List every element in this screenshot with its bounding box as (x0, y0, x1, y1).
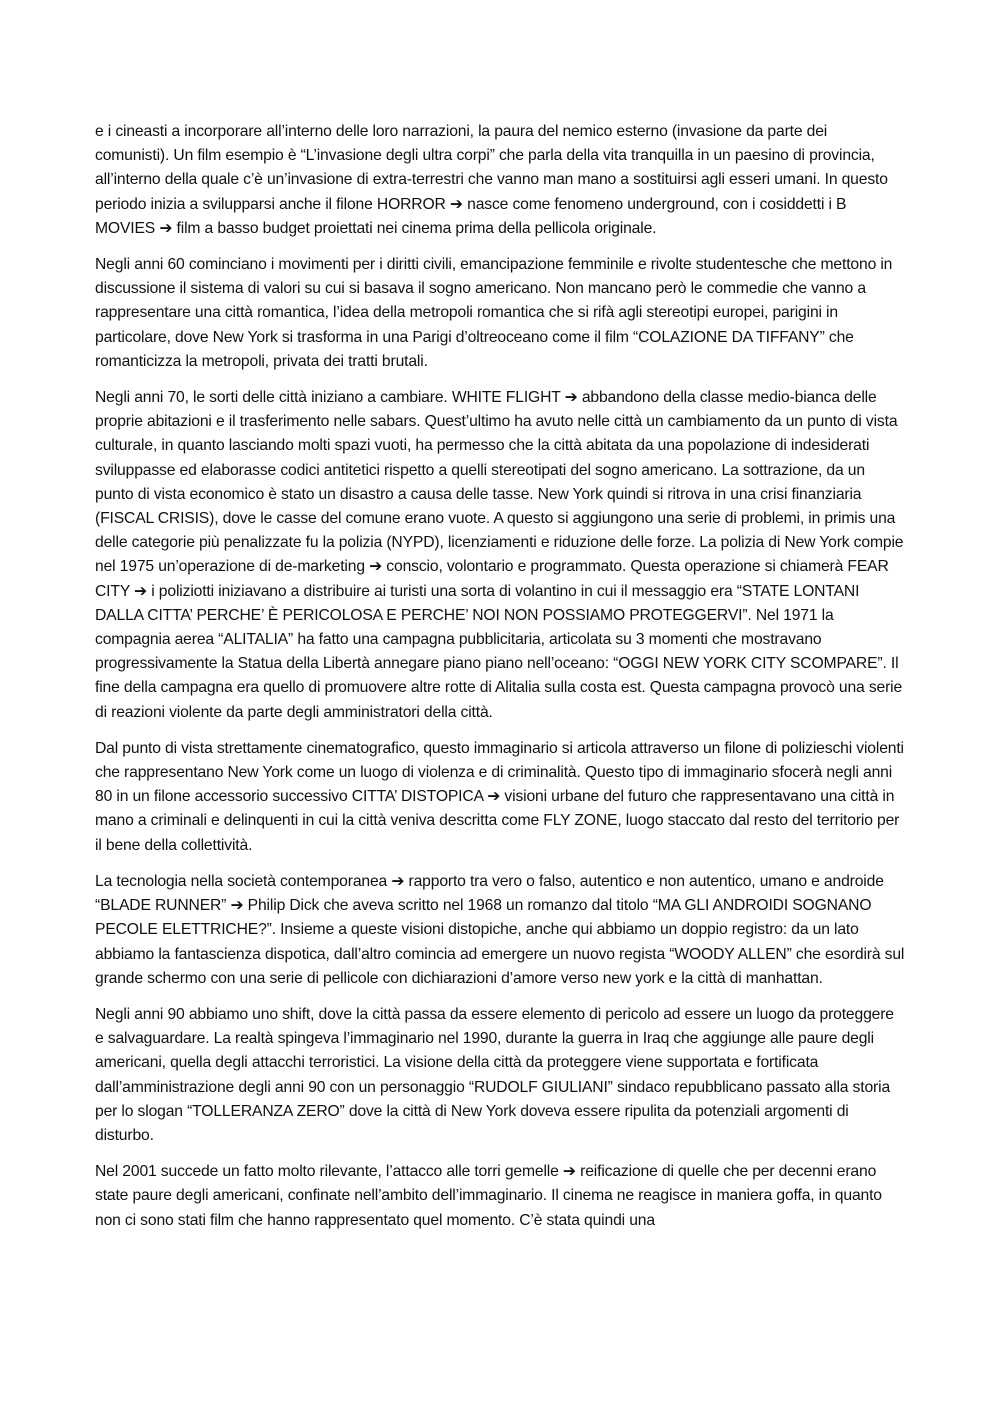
paragraph-nineties: Negli anni 90 abbiamo uno shift, dove la città passa da essere elemento di pericolo ad essere un luogo da proteggere e salvaguardare. La realtà spingeva l’immaginario nel 1990, durante la guerra in Iraq che aggiunge alle paure degli americani, quella degli attacchi terroristici. La visione della città da proteggere viene supportata e fortificata dall’amministrazione degli anni 90 con un personaggio “RUDOLF GIULIANI” sindaco repubblicano passato alla storia per lo slogan “TOLLERANZA ZERO” dove la città di New York doveva essere ripulita da potenziali argomenti di disturbo. (95, 1005, 894, 1144)
paragraph-cinema-dystopia: Dal punto di vista strettamente cinematografico, questo immaginario si articola attraverso un filone di polizieschi violenti che rappresentano New York come un luogo di violenza e di criminalità. Questo tipo di immaginario sfocerà negli anni 80 in un filone accessorio successivo CITTA’ DISTOPICA ➔ visioni urbane del futuro che rappresentavano una città in mano a criminali e delinquenti in cui la città veniva descritta come FLY ZONE, luogo staccato dal resto del territorio per il bene della collettività. (95, 739, 904, 854)
paragraph-seventies: Negli anni 70, le sorti delle città iniziano a cambiare. WHITE FLIGHT ➔ abbandono della classe medio-bianca delle proprie abitazioni e il trasferimento nelle sabars. Quest’ultimo ha avuto nelle città un cambiamento da un punto di vista culturale, in quanto lasciando molti spazi vuoti, ha permesso che la città abitata da una popolazione di indesiderati sviluppasse ed elaborasse codici antitetici rispetto a quelli stereotipati del sogno americano. La sottrazione, da un punto di vista economico è stato un disastro a causa delle tasse. New York quindi si ritrova in una crisi finanziaria (FISCAL CRISIS), dove le casse del comune erano vuote. A questo si aggiungono una serie di problemi, in primis una delle categorie più penalizzate fu la polizia (NYPD), licenziamenti e riduzione delle forze. La polizia di New York compie nel 1975 un’operazione di de-marketing ➔ conscio, volontario e programmato. Questa operazione si chiamerà FEAR CITY ➔ i poliziotti iniziavano a distribuire ai turisti una sorta di volantino in cui il messaggio era “STATE LONTANI DALLA CITTA’ PERCHE’ È PERICOLOSA E PERCHE’ NOI NON POSSIAMO PROTEGGERVI”. Nel 1971 la compagnia aerea “ALITALIA” ha fatto una campagna pubblicitaria, articolata su 3 momenti che mostravano progressivamente la Statua della Libertà annegare piano piano nell’oceano: “OGGI NEW YORK CITY SCOMPARE”. Il fine della campagna era quello di promuovere altre rotte di Alitalia sulla costa est. Questa campagna provocò una serie di reazioni violente da parte degli amministratori della città. (95, 389, 904, 721)
paragraph-technology: La tecnologia nella società contemporanea ➔ rapporto tra vero o falso, autentico e non autentico, umano e androide “BLADE RUNNER” ➔ Philip Dick che aveva scritto nel 1968 un romanzo dal titolo “MA GLI ANDROIDI SOGNANO PECOLE ELETTRICHE?”. Insieme a queste visioni distopiche, anche qui abbiamo un doppio registro: da un lato abbiamo la fantascienza dispotica, dall’altro comincia ad emergere un nuovo regista “WOODY ALLEN” che esordirà sul grande schermo con una serie di pellicole con dichiarazioni d’amore verso new york e la città di manhattan. (95, 872, 905, 987)
paragraph-sixties: Negli anni 60 cominciano i movimenti per i diritti civili, emancipazione femminile e rivolte studentesche che mettono in discussione il sistema di valori su cui si basava il sogno americano. Non mancano però le commedie che vanno a rappresentare una città romantica, l’idea della metropoli romantica che si rifà agli stereotipi europei, parigini in particolare, dove New York si trasforma in una Parigi d’oltreoceano come il film “COLAZIONE DA TIFFANY” che romanticizza la metropoli, privata dei tratti brutali. (95, 256, 893, 370)
paragraph-2001: Nel 2001 succede un fatto molto rilevante, l’attacco alle torri gemelle ➔ reificazione di quelle che per decenni erano state paure degli americani, confinate nell’ambito dell’immaginario. Il cinema ne reagisce in maniera goffa, in quanto non ci sono stati film che hanno rappresentato quel momento. C’è stata quindi una (95, 1163, 882, 1229)
paragraph-cold-war-horror: e i cineasti a incorporare all’interno delle loro narrazioni, la paura del nemico esterno (invasione da parte dei comunisti). Un film esempio è “L’invasione degli ultra corpi” che parla della vita tranquilla in un paesino di provincia, all’interno della quale c’è un’invasione di extra-terrestri che vanno man mano a sostituirsi agli esseri umani. In questo periodo inizia a svilupparsi anche il filone HORROR ➔ nasce come fenomeno underground, con i cosiddetti i B MOVIES ➔ film a basso budget proiettati nei cinema prima della pellicola originale. (95, 123, 888, 237)
